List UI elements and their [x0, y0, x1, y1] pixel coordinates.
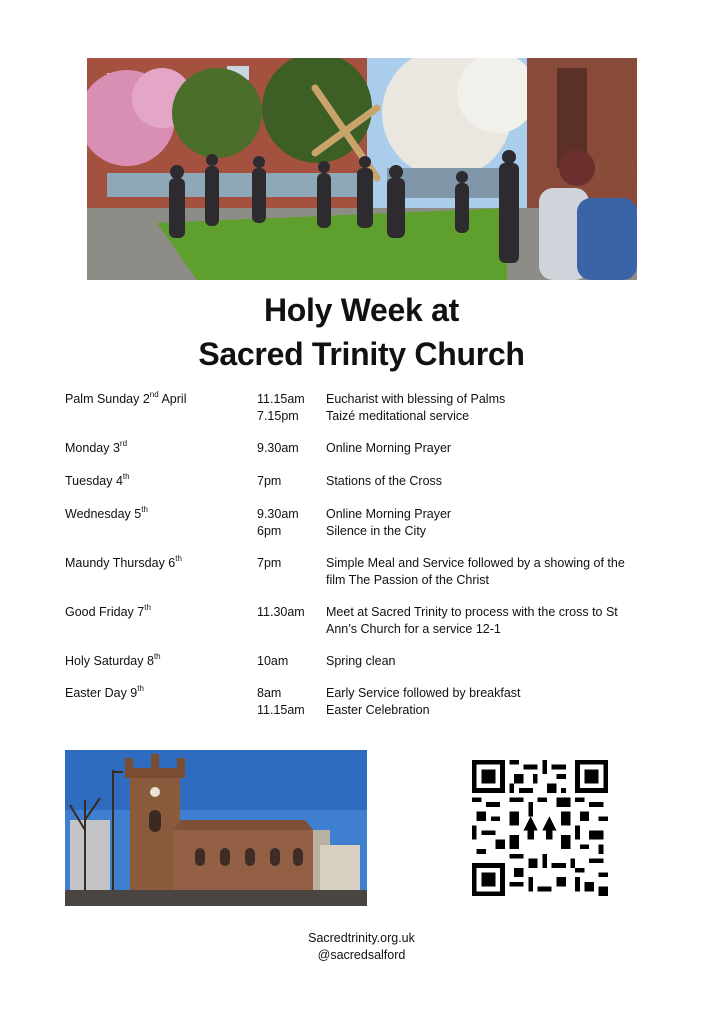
procession-photo	[87, 58, 637, 280]
church-photo	[65, 750, 367, 906]
day-label: Easter Day 9th	[65, 683, 144, 700]
event-text: Online Morning Prayer	[326, 507, 452, 521]
time-value: 6pm	[257, 524, 282, 538]
social-handle: @sacredsalford	[317, 948, 406, 962]
day-label: Holy Saturday 8th	[65, 651, 161, 668]
event-text: Eucharist with blessing of Palms	[326, 392, 506, 406]
time-value: 11.15am	[257, 392, 305, 406]
event-text: Easter Celebration	[326, 703, 430, 717]
time-value: 9.30am	[257, 507, 299, 521]
website-link[interactable]: Sacredtrinity.org.uk	[308, 931, 415, 945]
time-value: 11.15am	[257, 703, 305, 717]
day-label: Palm Sunday 2nd April	[65, 389, 187, 406]
event-text: Simple Meal and Service followed by a showing of the	[326, 556, 625, 570]
event-text: Meet at Sacred Trinity to process with the cross to St	[326, 605, 618, 619]
day-label: Maundy Thursday 6th	[65, 553, 182, 570]
day-label: Good Friday 7th	[65, 602, 151, 619]
event-text: Spring clean	[326, 654, 396, 668]
time-value: 10am	[257, 654, 289, 668]
time-value: 11.30am	[257, 605, 305, 619]
time-value: 7pm	[257, 474, 282, 488]
event-text: Taizé meditational service	[326, 409, 470, 423]
contact-footer	[0, 930, 723, 964]
title-line-1: Holy Week at	[264, 292, 459, 328]
qr-code[interactable]	[472, 760, 608, 896]
time-value: 9.30am	[257, 441, 299, 455]
day-label: Wednesday 5th	[65, 504, 148, 521]
day-label: Tuesday 4th	[65, 471, 130, 488]
time-value: 7pm	[257, 556, 282, 570]
event-text: Stations of the Cross	[326, 474, 443, 488]
event-text: Ann’s Church for a service 12-1	[326, 622, 501, 636]
page-title	[0, 288, 723, 376]
event-text: Silence in the City	[326, 524, 427, 538]
time-value: 7.15pm	[257, 409, 299, 423]
event-text: film The Passion of the Christ	[326, 573, 490, 587]
title-line-2: Sacred Trinity Church	[198, 336, 525, 372]
event-text: Online Morning Prayer	[326, 441, 452, 455]
time-value: 8am	[257, 686, 282, 700]
event-text: Early Service followed by breakfast	[326, 686, 521, 700]
day-label: Monday 3rd	[65, 438, 128, 455]
